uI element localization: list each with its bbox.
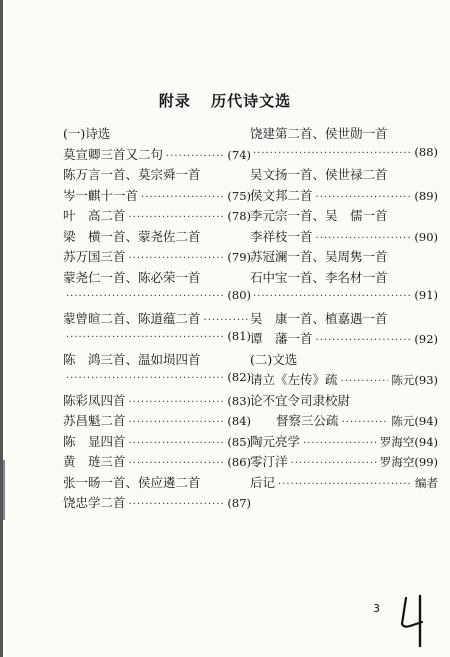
leader-dots	[141, 192, 224, 203]
entry-title: 蒙曾暄二首、陈道蕴二首	[63, 310, 201, 326]
toc-entry	[63, 247, 251, 268]
leader-dots	[303, 438, 377, 449]
toc-entry	[63, 350, 251, 371]
leader-dots	[66, 332, 224, 343]
toc-entry	[250, 268, 438, 289]
entry-page: (84)	[227, 414, 251, 428]
leader-dots	[316, 335, 412, 346]
toc-entry	[250, 145, 438, 166]
entry-title: 李元宗一首、吴 儒一首	[250, 208, 388, 223]
entry-title: 后记	[250, 474, 276, 490]
entry-title: 蒙尧仁一首、陈必荣一首	[63, 269, 201, 285]
toc-left-column	[63, 124, 251, 514]
toc-entry	[63, 268, 251, 289]
toc-entry	[63, 473, 251, 494]
toc-entry	[63, 432, 251, 453]
entry-title: 论不宜令司隶校尉	[250, 392, 351, 408]
section-heading: (二)文选	[250, 351, 298, 367]
toc-entry	[250, 309, 438, 330]
leader-dots	[316, 192, 412, 203]
toc-right-column	[250, 124, 438, 493]
entry-title: 陈彩凤四首	[63, 392, 126, 408]
entry-page: (86)	[227, 455, 251, 469]
entry-title: 李祥枝一首	[250, 228, 313, 244]
leader-dots	[341, 376, 389, 387]
leader-dots	[166, 151, 224, 162]
leader-dots	[66, 373, 224, 384]
entry-title: 陈万言一首、莫宗舜一首	[63, 167, 201, 182]
entry-title: 侯文邦二首	[250, 187, 313, 203]
toc-entry	[250, 391, 438, 412]
entry-page: 罗海空(99)	[379, 455, 438, 469]
entry-page: (81)	[227, 329, 251, 343]
toc-entry	[63, 411, 251, 432]
entry-title: 叶 高二首	[63, 208, 126, 223]
leader-dots	[316, 233, 412, 244]
toc-entry	[63, 493, 251, 514]
leader-dots	[342, 417, 389, 428]
toc-entry	[63, 186, 251, 207]
title-appendix: 附录	[158, 92, 191, 110]
page-title	[0, 90, 450, 111]
entry-page: (82)	[227, 370, 251, 384]
toc-entry	[63, 227, 251, 248]
entry-title: 陈 鸿三首、温如埙四首	[63, 351, 201, 367]
entry-page: 陈元(93)	[391, 373, 438, 387]
entry-page: (88)	[414, 144, 438, 159]
entry-page: (91)	[414, 288, 438, 302]
toc-entry	[250, 288, 438, 309]
entry-page: 罗海空(94)	[379, 434, 438, 449]
toc-entry	[63, 165, 251, 186]
entry-page: 陈元(94)	[391, 414, 438, 428]
entry-page: (89)	[414, 188, 438, 203]
entry-page: (75)	[227, 188, 251, 203]
leader-dots	[253, 291, 411, 302]
handwritten-number-four	[396, 594, 432, 648]
toc-entry	[63, 206, 251, 227]
entry-title: 陶元亮学	[250, 433, 301, 449]
entry-title: 苏万国三首	[63, 249, 126, 264]
toc-entry	[63, 391, 251, 412]
section-heading: (一)诗选	[63, 126, 111, 141]
entry-title: 苏昌魁二首	[63, 413, 126, 428]
entry-title: 零汀洋	[250, 454, 288, 469]
page-number: 3	[373, 602, 380, 615]
leader-dots	[278, 479, 412, 490]
toc-entry	[63, 309, 251, 330]
leader-dots	[129, 499, 225, 510]
entry-page: (74)	[227, 147, 251, 162]
toc-entry	[250, 370, 438, 391]
toc-entry	[250, 411, 438, 432]
toc-entry	[63, 329, 251, 350]
leader-dots	[253, 148, 411, 159]
leader-dots	[129, 397, 225, 408]
leader-dots	[129, 253, 225, 264]
scan-edge-mark	[3, 460, 5, 520]
entry-title: 梁 横一首、蒙尧佐二首	[63, 228, 201, 244]
leader-dots	[204, 315, 248, 326]
entry-title: 苏冠澜一首、吴周隽一首	[250, 249, 388, 264]
entry-title: 饶建第二首、侯世勋一首	[250, 126, 388, 141]
entry-title: 吴文扬一首、侯世禄二首	[250, 167, 388, 182]
entry-page: (90)	[414, 229, 438, 244]
leader-dots	[66, 291, 224, 302]
toc-entry	[250, 186, 438, 207]
toc-entry	[63, 145, 251, 166]
entry-title: 请立《左传》疏	[250, 372, 338, 387]
entry-title: 督察三公疏	[276, 413, 339, 428]
entry-page: (85)	[227, 434, 251, 449]
toc-entry	[250, 452, 438, 473]
toc-entry	[250, 432, 438, 453]
leader-dots	[129, 458, 225, 469]
entry-title: 石中宝一首、李名材一首	[250, 269, 388, 285]
title-selection: 历代诗文选	[211, 92, 292, 110]
toc-entry	[63, 288, 251, 309]
toc-entry	[250, 247, 438, 268]
entry-page: (78)	[227, 209, 251, 223]
entry-page: (83)	[227, 393, 251, 408]
entry-title: 陈 显四首	[63, 433, 126, 449]
toc-entry	[63, 452, 251, 473]
entry-title: 莫宣卿三首又二句	[63, 146, 164, 162]
entry-title: 张一旸一首、侯应遴二首	[63, 474, 201, 490]
toc-entry	[63, 370, 251, 391]
entry-page: (92)	[414, 332, 438, 346]
entry-title: 吴 康一首、植嘉遇一首	[250, 310, 388, 326]
entry-title: 谭 藩一首	[250, 331, 313, 346]
entry-page: 编者	[415, 475, 438, 490]
entry-page: (87)	[227, 496, 251, 510]
toc-entry	[250, 227, 438, 248]
entry-page: (79)	[227, 250, 251, 264]
toc-entry	[250, 124, 438, 145]
toc-entry	[250, 206, 438, 227]
toc-entry	[250, 473, 438, 494]
leader-dots	[129, 438, 225, 449]
entry-title: 岑一麒十一首	[63, 187, 139, 203]
entry-page: (80)	[227, 288, 251, 302]
entry-title: 饶忠学二首	[63, 495, 126, 510]
toc-entry	[250, 329, 438, 350]
leader-dots	[129, 417, 225, 428]
leader-dots	[129, 212, 225, 223]
leader-dots	[291, 458, 377, 469]
entry-title: 黄 琏三首	[63, 454, 126, 469]
toc-entry	[250, 165, 438, 186]
